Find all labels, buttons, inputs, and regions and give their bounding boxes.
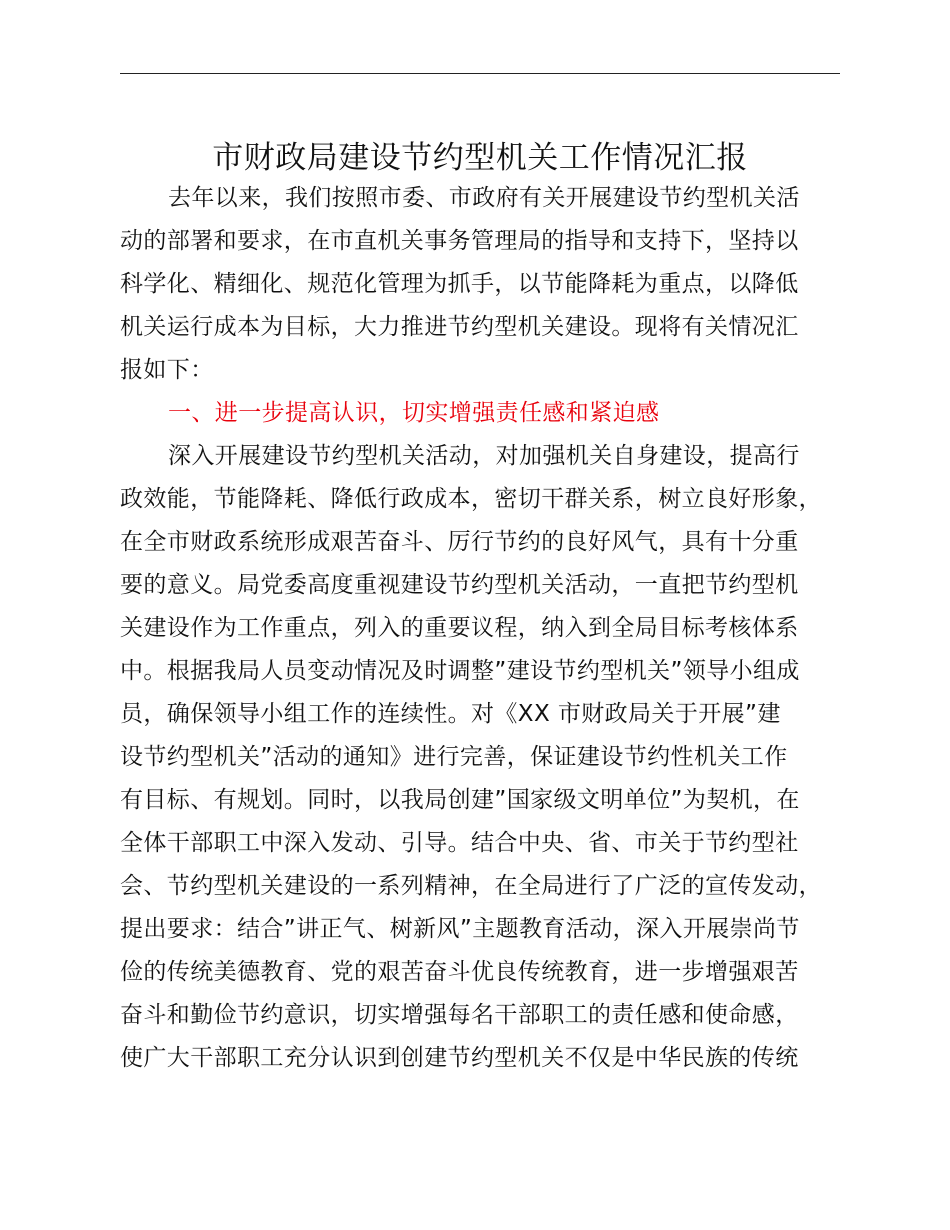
document-title: 市财政局建设节约型机关工作情况汇报 xyxy=(212,140,748,176)
paragraph2-line: 中。根据我局人员变动情况及时调整”建设节约型机关”领导小组成 xyxy=(120,658,800,684)
paragraph2-line: 奋斗和勤俭节约意识，切实增强每名干部职工的责任感和使命感， xyxy=(120,1002,799,1028)
paragraph2-line: 深入开展建设节约型机关活动，对加强机关自身建设，提高行 xyxy=(168,443,800,469)
paragraph1-line: 去年以来，我们按照市委、市政府有关开展建设节约型机关活 xyxy=(168,185,800,211)
paragraph2-line: 有目标、有规划。同时，以我局创建”国家级文明单位”为契机，在 xyxy=(120,787,800,813)
paragraph1-line: 报如下： xyxy=(120,357,214,383)
paragraph2-line: 提出要求：结合”讲正气、树新风”主题教育活动，深入开展崇尚节 xyxy=(120,916,800,942)
paragraph2-line: 在全市财政系统形成艰苦奋斗、厉行节约的良好风气，具有十分重 xyxy=(120,529,799,555)
paragraph2-line: 设节约型机关”活动的通知》进行完善，保证建设节约性机关工作 xyxy=(120,744,788,770)
paragraph2-line: 俭的传统美德教育、党的艰苦奋斗优良传统教育，进一步增强艰苦 xyxy=(120,959,799,985)
paragraph1-line: 科学化、精细化、规范化管理为抓手，以节能降耗为重点，以降低 xyxy=(120,271,799,297)
paragraph1-line: 动的部署和要求，在市直机关事务管理局的指导和支持下，坚持以 xyxy=(120,228,799,254)
paragraph2-line: 要的意义。局党委高度重视建设节约型机关活动，一直把节约型机 xyxy=(120,572,799,598)
paragraph2-line: 全体干部职工中深入发动、引导。结合中央、省、市关于节约型社 xyxy=(120,830,799,856)
header-rule xyxy=(120,73,840,74)
paragraph2-line: 使广大干部职工充分认识到创建节约型机关不仅是中华民族的传统 xyxy=(120,1045,799,1071)
document-body xyxy=(120,177,840,1080)
paragraph2-line: 会、节约型机关建设的一系列精神，在全局进行了广泛的宣传发动， xyxy=(120,873,822,899)
paragraph2-line: 员，确保领导小组工作的连续性。对《XX 市财政局关于开展”建 xyxy=(120,701,781,727)
paragraph1-line: 机关运行成本为目标，大力推进节约型机关建设。现将有关情况汇 xyxy=(120,314,799,340)
paragraph2-line: 关建设作为工作重点，列入的重要议程，纳入到全局目标考核体系 xyxy=(120,615,799,641)
section1-heading: 一、进一步提高认识，切实增强责任感和紧迫感 xyxy=(168,400,660,426)
paragraph2-line: 政效能，节能降耗、降低行政成本，密切干群关系，树立良好形象， xyxy=(120,486,822,512)
